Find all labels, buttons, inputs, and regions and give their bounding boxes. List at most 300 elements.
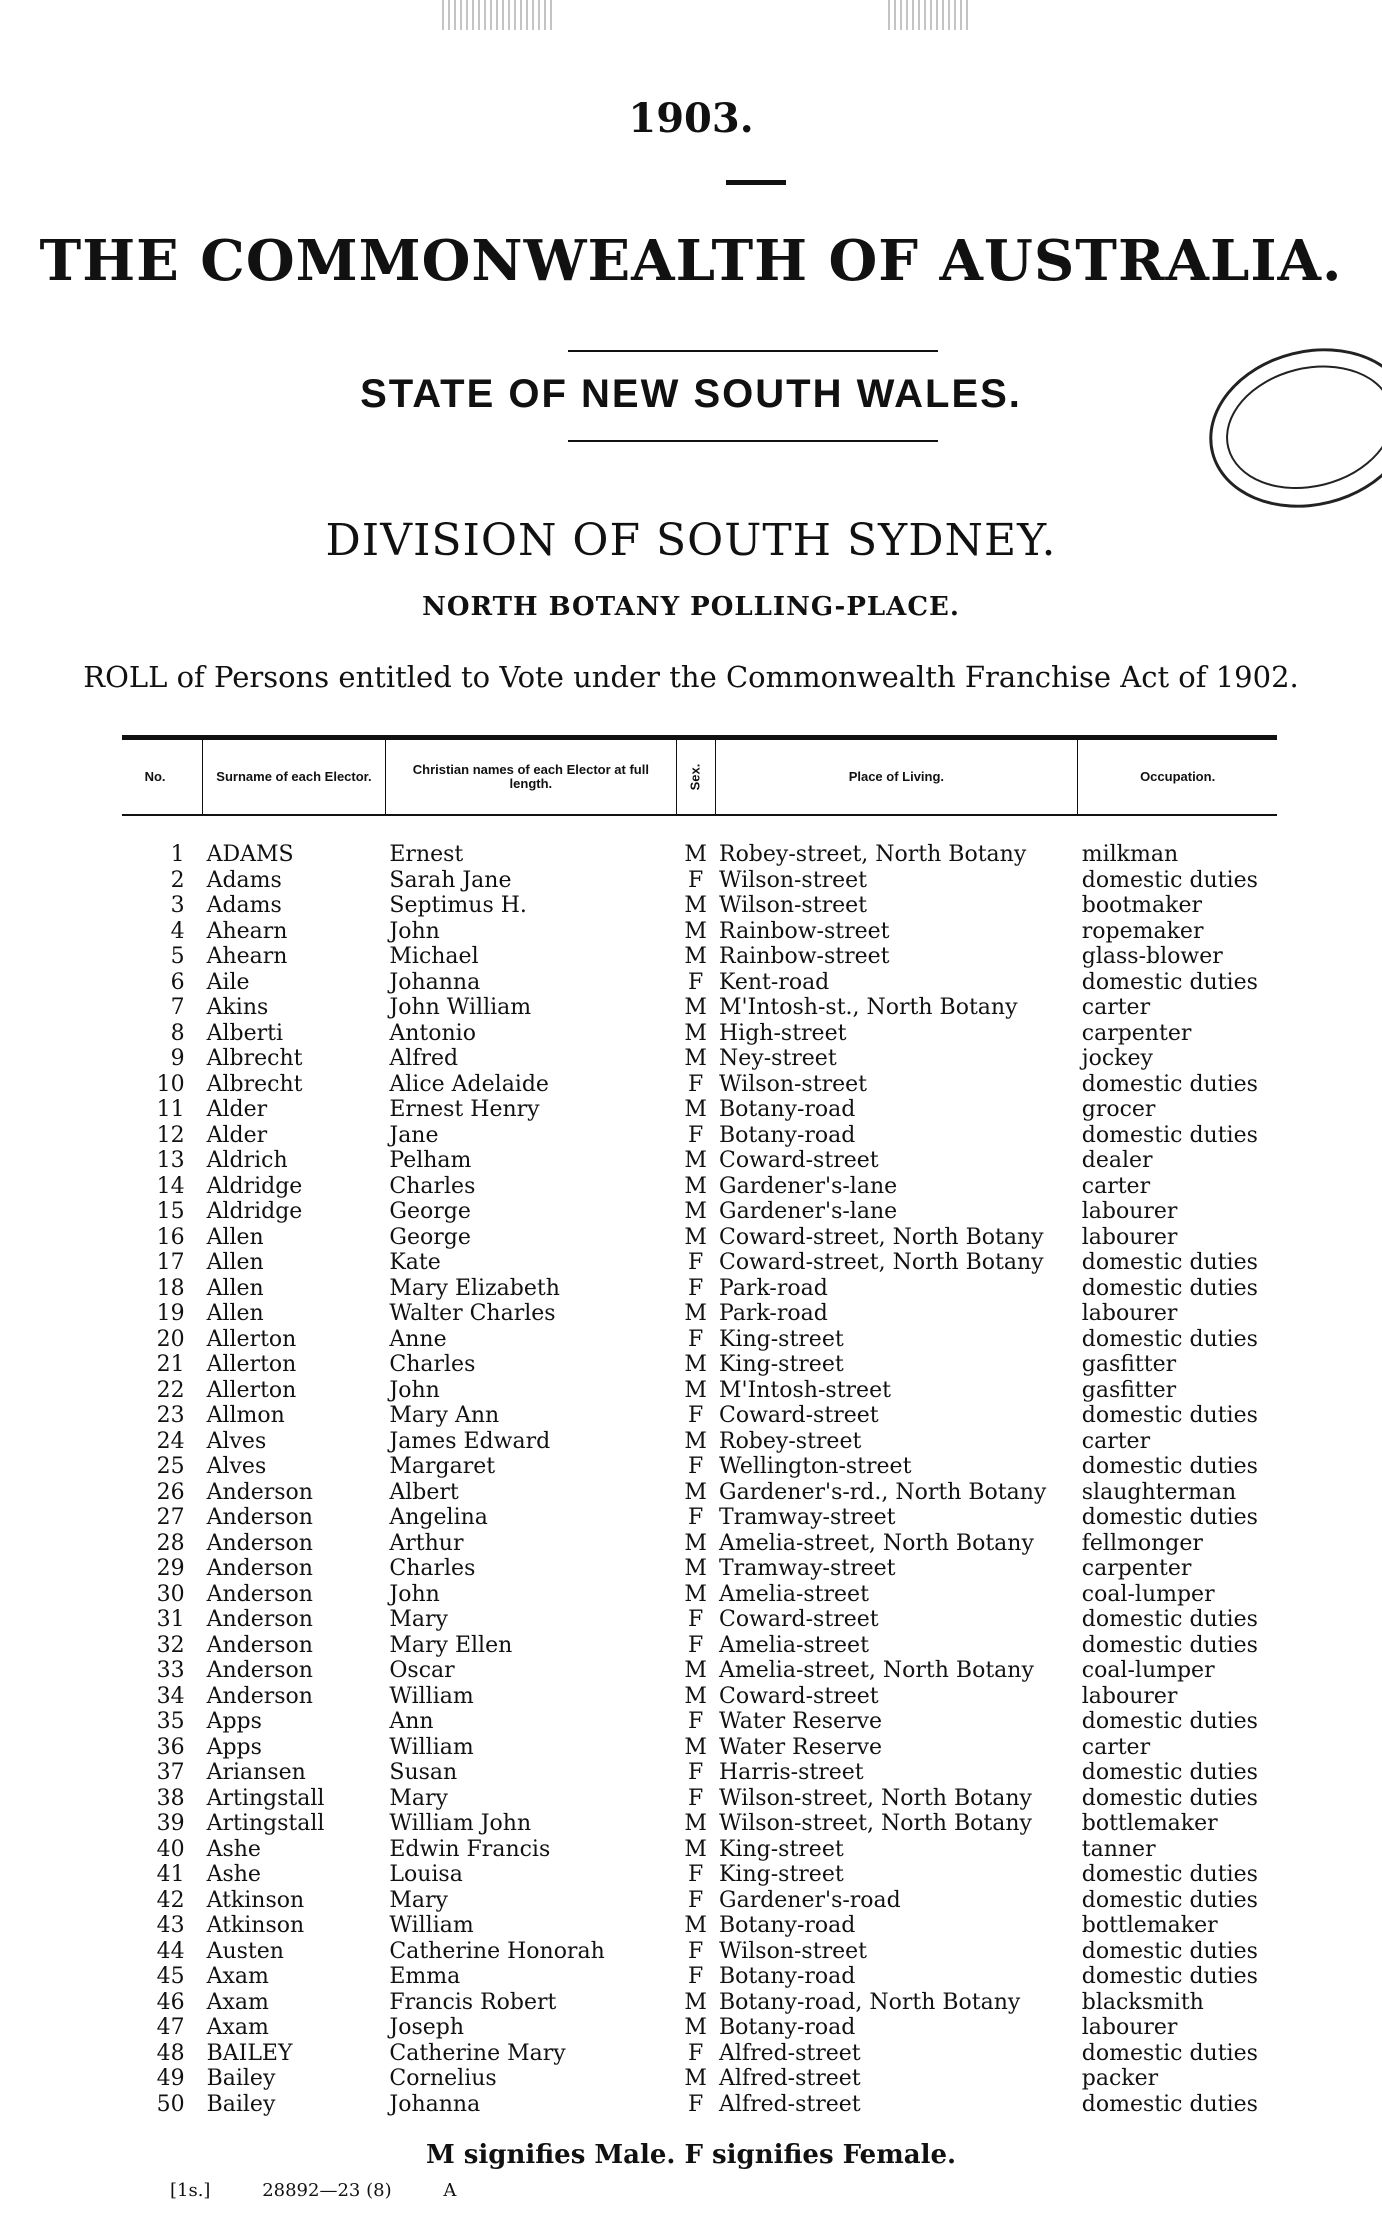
row-occupation: domestic duties xyxy=(1081,1403,1258,1428)
row-no: 23 xyxy=(156,1403,185,1428)
row-no: 37 xyxy=(156,1760,185,1785)
row-place: Kent-road xyxy=(719,969,830,995)
row-place: Tramway-street xyxy=(719,1505,896,1530)
row-no: 35 xyxy=(156,1709,185,1734)
row-no: 20 xyxy=(156,1326,185,1352)
table-row xyxy=(122,1531,1277,1557)
row-no: 38 xyxy=(156,1785,185,1811)
row-no: 50 xyxy=(156,2091,185,2117)
row-sex: M xyxy=(684,1428,707,1454)
row-no: 25 xyxy=(156,1454,185,1479)
row-occupation: carter xyxy=(1081,1173,1151,1199)
row-place: Gardener's-road xyxy=(719,1887,901,1913)
row-sex: M xyxy=(684,1658,707,1683)
row-occupation: domestic duties xyxy=(1081,1760,1258,1785)
table-row xyxy=(122,1582,1277,1608)
printer-code: 28892—23 (8) xyxy=(262,2180,392,2201)
row-surname: Alves xyxy=(206,1428,267,1454)
table-row xyxy=(122,1913,1277,1939)
row-occupation: carter xyxy=(1081,995,1151,1020)
row-surname: Anderson xyxy=(206,1556,313,1581)
row-place: M'Intosh-st., North Botany xyxy=(719,995,1018,1020)
library-stamp xyxy=(1192,327,1382,528)
row-christian-names: Angelina xyxy=(389,1505,488,1530)
row-christian-names: Johanna xyxy=(389,969,481,995)
row-christian-names: Joseph xyxy=(389,2015,465,2040)
row-place: Coward-street xyxy=(719,1148,879,1173)
row-place: Coward-street xyxy=(719,1683,879,1709)
row-occupation: domestic duties xyxy=(1081,1454,1258,1479)
row-no: 19 xyxy=(156,1301,185,1326)
row-no: 27 xyxy=(156,1505,185,1530)
table-row xyxy=(122,1888,1277,1914)
row-sex: M xyxy=(684,1811,707,1836)
row-no: 42 xyxy=(156,1887,185,1913)
row-place: Wilson-street, North Botany xyxy=(719,1811,1032,1836)
table-row xyxy=(122,1684,1277,1710)
row-sex: M xyxy=(684,1989,707,2015)
row-occupation: domestic duties xyxy=(1081,1709,1258,1734)
row-sex: M xyxy=(684,944,707,969)
row-place: Botany-road, North Botany xyxy=(719,1989,1021,2015)
row-surname: Apps xyxy=(206,1734,262,1760)
row-christian-names: Francis Robert xyxy=(389,1989,557,2015)
table-row xyxy=(122,1939,1277,1965)
row-surname: Axam xyxy=(206,1989,269,2015)
row-occupation: domestic duties xyxy=(1081,1862,1258,1887)
row-surname: Ahearn xyxy=(206,944,288,969)
table-row xyxy=(122,1709,1277,1735)
row-surname: Axam xyxy=(206,1964,269,1989)
table-row xyxy=(122,1505,1277,1531)
row-occupation: domestic duties xyxy=(1081,1938,1258,1964)
row-occupation: domestic duties xyxy=(1081,1250,1258,1275)
row-sex: F xyxy=(688,2091,704,2117)
row-surname: Anderson xyxy=(206,1683,313,1709)
row-christian-names: Sarah Jane xyxy=(389,867,512,893)
row-christian-names: Charles xyxy=(389,1352,476,1377)
row-place: Amelia-street xyxy=(719,1632,869,1658)
table-row xyxy=(122,1607,1277,1633)
row-occupation: domestic duties xyxy=(1081,1632,1258,1658)
state-heading: STATE OF NEW SOUTH WALES. xyxy=(360,372,1022,416)
row-christian-names: Cornelius xyxy=(389,2066,497,2091)
polling-place-heading: NORTH BOTANY POLLING-PLACE. xyxy=(422,592,960,622)
table-row xyxy=(122,868,1277,894)
row-place: Gardener's-lane xyxy=(719,1173,898,1199)
row-place: Botany-road xyxy=(719,1913,856,1938)
table-row xyxy=(122,1454,1277,1480)
header-occupation: Occupation. xyxy=(1078,738,1277,816)
table-row xyxy=(122,1633,1277,1659)
row-surname: Allen xyxy=(206,1275,264,1301)
row-place: Alfred-street xyxy=(719,2091,861,2117)
row-sex: F xyxy=(688,1403,704,1428)
row-place: Ney-street xyxy=(719,1046,837,1071)
row-christian-names: Susan xyxy=(389,1760,458,1785)
row-surname: Artingstall xyxy=(206,1811,325,1836)
row-surname: Ahearn xyxy=(206,918,288,944)
row-sex: M xyxy=(684,918,707,944)
row-no: 48 xyxy=(156,2040,185,2066)
header-no: No. xyxy=(122,738,203,816)
sex-footnote: M signifies Male. F signifies Female. xyxy=(425,2140,957,2170)
row-christian-names: Anne xyxy=(389,1326,447,1352)
row-sex: F xyxy=(688,1454,704,1479)
table-row xyxy=(122,1990,1277,2016)
row-surname: Adams xyxy=(206,893,282,918)
row-occupation: tanner xyxy=(1081,1836,1156,1862)
row-no: 16 xyxy=(156,1224,185,1250)
row-place: Wilson-street xyxy=(719,867,867,893)
page-specks-right xyxy=(888,0,968,30)
row-occupation: domestic duties xyxy=(1081,1785,1258,1811)
row-sex: M xyxy=(684,1301,707,1326)
row-sex: F xyxy=(688,1964,704,1989)
row-sex: F xyxy=(688,1862,704,1887)
row-surname: Alder xyxy=(206,1097,268,1122)
row-sex: M xyxy=(684,1046,707,1071)
row-surname: Akins xyxy=(206,995,269,1020)
row-surname: Alberti xyxy=(206,1020,283,1046)
table-row xyxy=(122,1429,1277,1455)
row-sex: F xyxy=(688,1250,704,1275)
row-sex: F xyxy=(688,1122,704,1148)
row-christian-names: John xyxy=(389,1377,440,1403)
row-no: 47 xyxy=(156,2015,185,2040)
row-no: 6 xyxy=(170,969,185,995)
row-christian-names: Ernest Henry xyxy=(389,1097,540,1122)
row-christian-names: George xyxy=(389,1199,471,1224)
row-sex: M xyxy=(684,1377,707,1403)
row-no: 7 xyxy=(170,995,185,1020)
row-no: 10 xyxy=(156,1071,185,1097)
row-place: Water Reserve xyxy=(719,1709,883,1734)
row-christian-names: Catherine Mary xyxy=(389,2040,566,2066)
table-row xyxy=(122,995,1277,1021)
row-no: 4 xyxy=(170,918,185,944)
row-no: 36 xyxy=(156,1734,185,1760)
row-sex: M xyxy=(684,842,707,867)
row-place: Wilson-street xyxy=(719,1071,867,1097)
table-body xyxy=(122,815,1277,2117)
printer-sheet: A xyxy=(443,2180,457,2201)
row-christian-names: Louisa xyxy=(389,1862,463,1887)
row-christian-names: Mary xyxy=(389,1887,448,1913)
row-sex: M xyxy=(684,1097,707,1122)
page-title: THE COMMONWEALTH OF AUSTRALIA. xyxy=(39,228,1343,294)
table-row xyxy=(122,1862,1277,1888)
row-place: Coward-street xyxy=(719,1607,879,1632)
row-occupation: domestic duties xyxy=(1081,1071,1258,1097)
row-surname: Bailey xyxy=(206,2091,276,2117)
row-christian-names: Jane xyxy=(389,1122,439,1148)
table-row xyxy=(122,1735,1277,1761)
row-occupation: domestic duties xyxy=(1081,2091,1258,2117)
row-sex: F xyxy=(688,1709,704,1734)
table-row xyxy=(122,1378,1277,1404)
row-surname: Bailey xyxy=(206,2066,276,2091)
row-christian-names: Michael xyxy=(389,944,479,969)
table-row xyxy=(122,1786,1277,1812)
row-place: Botany-road xyxy=(719,1122,856,1148)
row-occupation: domestic duties xyxy=(1081,867,1258,893)
row-sex: M xyxy=(684,1224,707,1250)
table-row xyxy=(122,893,1277,919)
row-place: Rainbow-street xyxy=(719,944,890,969)
row-no: 3 xyxy=(170,893,185,918)
row-place: Coward-street, North Botany xyxy=(719,1224,1044,1250)
row-sex: F xyxy=(688,1785,704,1811)
row-occupation: domestic duties xyxy=(1081,969,1258,995)
row-surname: Atkinson xyxy=(206,1887,305,1913)
row-place: Botany-road xyxy=(719,2015,856,2040)
row-christian-names: Arthur xyxy=(389,1530,464,1556)
row-surname: Alves xyxy=(206,1454,267,1479)
row-no: 8 xyxy=(170,1020,185,1046)
row-surname: Albrecht xyxy=(206,1046,303,1071)
table-row xyxy=(122,1199,1277,1225)
table-row xyxy=(122,1327,1277,1353)
row-surname: Axam xyxy=(206,2015,269,2040)
header-christian-names: Christian names of each Elector at full length. xyxy=(385,738,676,816)
row-christian-names: Mary xyxy=(389,1785,448,1811)
row-occupation: bootmaker xyxy=(1081,893,1203,918)
row-christian-names: Mary Elizabeth xyxy=(389,1275,560,1301)
row-occupation: domestic duties xyxy=(1081,1326,1258,1352)
row-no: 21 xyxy=(156,1352,185,1377)
row-place: Gardener's-rd., North Botany xyxy=(719,1479,1047,1505)
row-no: 39 xyxy=(156,1811,185,1836)
row-surname: Apps xyxy=(206,1709,262,1734)
row-no: 18 xyxy=(156,1275,185,1301)
row-surname: Anderson xyxy=(206,1632,313,1658)
row-surname: Anderson xyxy=(206,1479,313,1505)
row-occupation: coal-lumper xyxy=(1081,1581,1215,1607)
row-sex: M xyxy=(684,1148,707,1173)
row-place: King-street xyxy=(719,1862,844,1887)
header-sex-label: Sex. xyxy=(687,763,703,791)
row-christian-names: Margaret xyxy=(389,1454,496,1479)
row-no: 22 xyxy=(156,1377,185,1403)
table-row xyxy=(122,1021,1277,1047)
row-surname: Anderson xyxy=(206,1505,313,1530)
row-sex: F xyxy=(688,1632,704,1658)
row-occupation: domestic duties xyxy=(1081,1887,1258,1913)
row-christian-names: William John xyxy=(389,1811,532,1836)
table-row xyxy=(122,2041,1277,2067)
row-no: 15 xyxy=(156,1199,185,1224)
row-occupation: domestic duties xyxy=(1081,2040,1258,2066)
row-sex: F xyxy=(688,1607,704,1632)
title-dash xyxy=(726,180,786,185)
row-sex: F xyxy=(688,969,704,995)
row-christian-names: George xyxy=(389,1224,471,1250)
row-no: 46 xyxy=(156,1989,185,2015)
row-surname: BAILEY xyxy=(206,2040,293,2066)
row-no: 34 xyxy=(156,1683,185,1709)
printer-price: [1s.] xyxy=(170,2180,211,2201)
table-row xyxy=(122,1097,1277,1123)
division-heading: DIVISION OF SOUTH SYDNEY. xyxy=(325,515,1057,566)
row-occupation: ropemaker xyxy=(1081,918,1204,944)
table-row xyxy=(122,1352,1277,1378)
row-sex: F xyxy=(688,1275,704,1301)
row-occupation: bottlemaker xyxy=(1081,1811,1218,1836)
row-place: Coward-street, North Botany xyxy=(719,1250,1044,1275)
table-row xyxy=(122,1658,1277,1684)
row-christian-names: Walter Charles xyxy=(389,1301,556,1326)
row-place: Botany-road xyxy=(719,1964,856,1989)
row-surname: Ashe xyxy=(206,1836,261,1862)
row-no: 13 xyxy=(156,1148,185,1173)
row-christian-names: John xyxy=(389,1581,440,1607)
header-place: Place of Living. xyxy=(715,738,1078,816)
row-occupation: labourer xyxy=(1081,1199,1178,1224)
row-occupation: domestic duties xyxy=(1081,1964,1258,1989)
row-place: Amelia-street, North Botany xyxy=(719,1658,1034,1683)
row-christian-names: Pelham xyxy=(389,1148,472,1173)
row-no: 26 xyxy=(156,1479,185,1505)
row-sex: F xyxy=(688,2040,704,2066)
table-row xyxy=(122,970,1277,996)
row-place: High-street xyxy=(719,1020,847,1046)
table-row xyxy=(122,1250,1277,1276)
row-occupation: carpenter xyxy=(1081,1556,1192,1581)
row-no: 12 xyxy=(156,1122,185,1148)
row-place: Robey-street xyxy=(719,1428,862,1454)
table-row xyxy=(122,1837,1277,1863)
row-surname: Atkinson xyxy=(206,1913,305,1938)
row-sex: F xyxy=(688,1887,704,1913)
row-place: Coward-street xyxy=(719,1403,879,1428)
table-row xyxy=(122,1301,1277,1327)
row-place: Wilson-street xyxy=(719,1938,867,1964)
row-place: Tramway-street xyxy=(719,1556,896,1581)
row-place: Rainbow-street xyxy=(719,918,890,944)
row-place: King-street xyxy=(719,1326,844,1352)
row-christian-names: Oscar xyxy=(389,1658,455,1683)
divider-top xyxy=(568,350,938,352)
row-surname: Anderson xyxy=(206,1658,313,1683)
row-no: 2 xyxy=(170,867,185,893)
row-christian-names: Septimus H. xyxy=(389,893,527,918)
row-surname: Anderson xyxy=(206,1530,313,1556)
row-sex: F xyxy=(688,1505,704,1530)
row-occupation: domestic duties xyxy=(1081,1275,1258,1301)
row-surname: Allen xyxy=(206,1224,264,1250)
table-row xyxy=(122,1123,1277,1149)
row-christian-names: Edwin Francis xyxy=(389,1836,551,1862)
row-no: 45 xyxy=(156,1964,185,1989)
row-christian-names: William xyxy=(389,1913,474,1938)
row-surname: Austen xyxy=(206,1938,284,1964)
row-no: 24 xyxy=(156,1428,185,1454)
row-place: Harris-street xyxy=(719,1760,864,1785)
row-no: 33 xyxy=(156,1658,185,1683)
row-christian-names: Mary Ellen xyxy=(389,1632,513,1658)
table-row xyxy=(122,1964,1277,1990)
row-christian-names: Mary Ann xyxy=(389,1403,500,1428)
printer-info xyxy=(170,2180,502,2201)
row-christian-names: Ann xyxy=(389,1709,434,1734)
row-place: Alfred-street xyxy=(719,2066,861,2091)
row-surname: ADAMS xyxy=(206,842,294,867)
row-sex: M xyxy=(684,1199,707,1224)
row-christian-names: Ernest xyxy=(389,842,464,867)
table-row xyxy=(122,944,1277,970)
row-no: 14 xyxy=(156,1173,185,1199)
row-occupation: carter xyxy=(1081,1428,1151,1454)
row-occupation: gasfitter xyxy=(1081,1352,1177,1377)
row-no: 31 xyxy=(156,1607,185,1632)
row-occupation: glass-blower xyxy=(1081,944,1223,969)
row-no: 17 xyxy=(156,1250,185,1275)
row-sex: M xyxy=(684,2066,707,2091)
table-header-row xyxy=(122,738,1277,816)
row-sex: M xyxy=(684,1530,707,1556)
row-sex: M xyxy=(684,1581,707,1607)
row-christian-names: William xyxy=(389,1734,474,1760)
row-sex: M xyxy=(684,893,707,918)
table-row xyxy=(122,1480,1277,1506)
row-no: 29 xyxy=(156,1556,185,1581)
row-no: 43 xyxy=(156,1913,185,1938)
table-row xyxy=(122,919,1277,945)
row-christian-names: Catherine Honorah xyxy=(389,1938,605,1964)
row-sex: M xyxy=(684,1556,707,1581)
row-occupation: dealer xyxy=(1081,1148,1153,1173)
row-christian-names: Alice Adelaide xyxy=(389,1071,549,1097)
row-no: 1 xyxy=(170,842,185,867)
row-no: 32 xyxy=(156,1632,185,1658)
row-sex: F xyxy=(688,1938,704,1964)
row-occupation: labourer xyxy=(1081,2015,1178,2040)
divider-bottom xyxy=(568,440,938,442)
row-sex: M xyxy=(684,2015,707,2040)
roll-year: 1903. xyxy=(628,95,754,142)
row-surname: Anderson xyxy=(206,1581,313,1607)
table-row xyxy=(122,2015,1277,2041)
row-sex: F xyxy=(688,867,704,893)
table-row xyxy=(122,1811,1277,1837)
row-surname: Albrecht xyxy=(206,1071,303,1097)
row-surname: Ashe xyxy=(206,1862,261,1887)
row-surname: Aldridge xyxy=(206,1199,303,1224)
row-christian-names: Emma xyxy=(389,1964,461,1989)
table-row xyxy=(122,1072,1277,1098)
row-occupation: carter xyxy=(1081,1734,1151,1760)
row-surname: Allmon xyxy=(206,1403,285,1428)
row-sex: M xyxy=(684,1352,707,1377)
row-place: Wilson-street, North Botany xyxy=(719,1785,1032,1811)
row-place: Amelia-street xyxy=(719,1581,869,1607)
row-christian-names: Alfred xyxy=(389,1046,459,1071)
row-occupation: milkman xyxy=(1081,842,1179,867)
row-christian-names: William xyxy=(389,1683,474,1709)
electoral-roll-table xyxy=(122,735,1277,2117)
roll-description: ROLL of Persons entitled to Vote under the Commonwealth Franchise Act of 1902. xyxy=(83,660,1299,694)
row-surname: Allen xyxy=(206,1301,264,1326)
row-sex: M xyxy=(684,1020,707,1046)
row-sex: M xyxy=(684,995,707,1020)
row-place: M'Intosh-street xyxy=(719,1377,891,1403)
row-place: Alfred-street xyxy=(719,2040,861,2066)
row-sex: F xyxy=(688,1326,704,1352)
row-no: 5 xyxy=(170,944,185,969)
table-row xyxy=(122,1225,1277,1251)
header-sex xyxy=(676,738,715,816)
